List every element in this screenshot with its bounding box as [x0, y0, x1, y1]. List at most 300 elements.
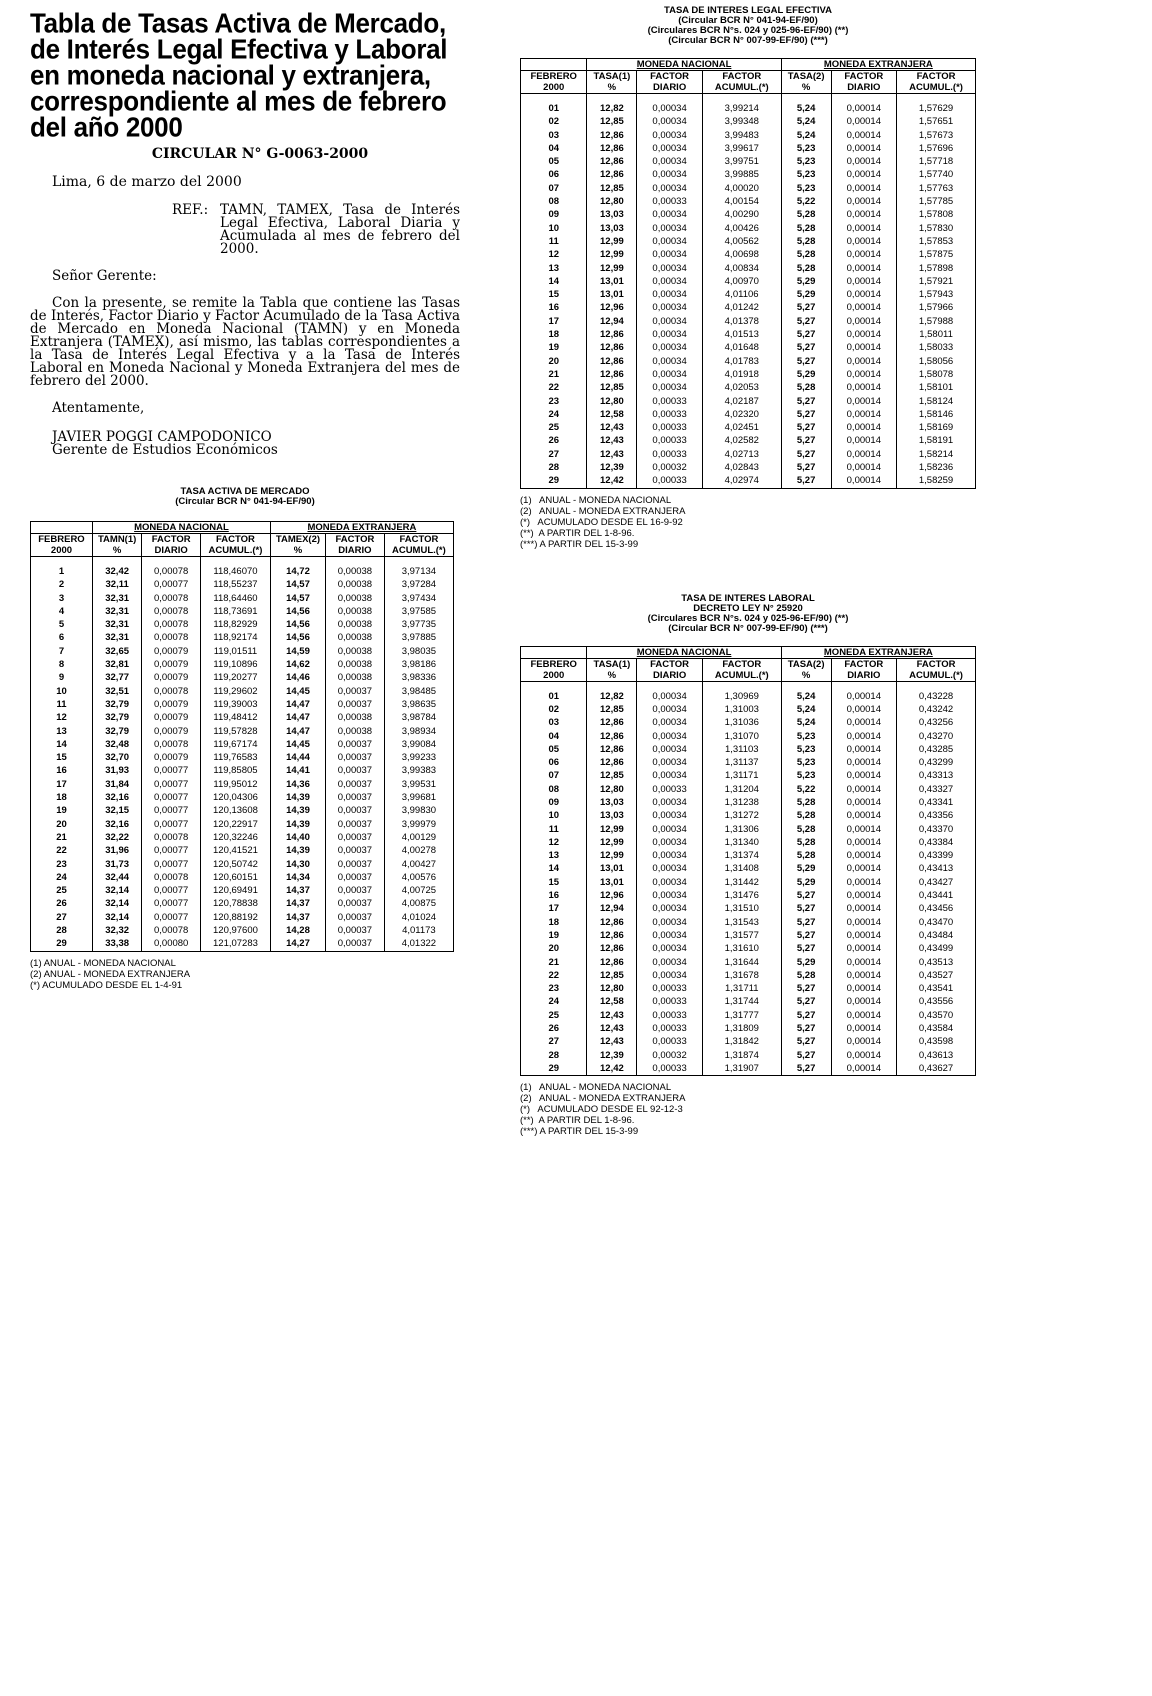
value-cell: 4,00970 [702, 275, 781, 288]
value-cell: 0,00077 [142, 858, 201, 871]
table-row [31, 844, 454, 857]
value-cell: 13,03 [587, 809, 637, 822]
value-cell: 5,28 [781, 381, 831, 394]
group-header-moneda-extranjera: MONEDA EXTRANJERA [781, 646, 975, 658]
column-header: FACTOR DIARIO [831, 658, 897, 681]
value-cell: 3,99483 [702, 129, 781, 142]
value-cell: 5,27 [781, 408, 831, 421]
tam-section [30, 487, 460, 991]
table-row [521, 248, 976, 261]
value-cell: 5,27 [781, 982, 831, 995]
value-cell: 0,00038 [326, 605, 385, 618]
legal-notes [520, 495, 976, 550]
value-cell: 4,02843 [702, 461, 781, 474]
value-cell: 4,02974 [702, 474, 781, 488]
day-cell: 20 [521, 942, 587, 955]
value-cell: 12,99 [587, 262, 637, 275]
value-cell: 12,43 [587, 434, 637, 447]
day-cell: 26 [521, 1022, 587, 1035]
legal-table [520, 58, 976, 489]
day-cell: 25 [521, 421, 587, 434]
column-header: FACTOR ACUMUL.(*) [384, 534, 453, 557]
value-cell: 1,31137 [702, 756, 781, 769]
value-cell: 5,23 [781, 182, 831, 195]
value-cell: 0,00038 [326, 671, 385, 684]
value-cell: 118,64460 [201, 592, 271, 605]
footnote: (*) ACUMULADO DESDE EL 92-12-3 [520, 1104, 683, 1116]
value-cell: 5,27 [781, 929, 831, 942]
day-cell: 10 [521, 809, 587, 822]
value-cell: 0,00033 [637, 1062, 703, 1076]
value-cell: 4,01024 [384, 911, 453, 924]
value-cell: 0,00034 [637, 796, 703, 809]
value-cell: 0,00014 [831, 1009, 897, 1022]
spacer-cell [897, 681, 976, 690]
value-cell: 12,86 [587, 756, 637, 769]
value-cell: 12,94 [587, 902, 637, 915]
table-row [31, 791, 454, 804]
value-cell: 120,13608 [201, 804, 271, 817]
value-cell: 12,86 [587, 929, 637, 942]
day-cell: 24 [31, 871, 93, 884]
day-cell: 19 [31, 804, 93, 817]
value-cell: 1,31678 [702, 969, 781, 982]
value-cell: 0,00034 [637, 716, 703, 729]
tam-table [30, 521, 454, 952]
value-cell: 1,31577 [702, 929, 781, 942]
value-cell: 0,00014 [831, 862, 897, 875]
value-cell: 0,00014 [831, 876, 897, 889]
day-cell: 22 [31, 844, 93, 857]
signatory [52, 431, 460, 457]
value-cell: 119,01511 [201, 645, 271, 658]
value-cell: 0,00033 [637, 395, 703, 408]
value-cell: 120,60151 [201, 871, 271, 884]
laboral-subtitle-2: (Circulares BCR N°s. 024 y 025-96-EF/90) (**) [647, 612, 849, 624]
value-cell: 0,43384 [897, 836, 976, 849]
value-cell: 4,01322 [384, 937, 453, 951]
value-cell: 14,59 [270, 645, 325, 658]
value-cell: 120,04306 [201, 791, 271, 804]
value-cell: 32,31 [92, 631, 141, 644]
column-header: FACTOR ACUMUL.(*) [702, 71, 781, 94]
day-cell: 16 [31, 764, 93, 777]
value-cell: 1,57875 [897, 248, 976, 261]
value-cell: 32,48 [92, 738, 141, 751]
value-cell: 5,27 [781, 395, 831, 408]
table-row [521, 1009, 976, 1022]
day-cell: 03 [521, 716, 587, 729]
spacer-cell [31, 557, 93, 566]
footnote: (1) ANUAL - MONEDA NACIONAL [520, 494, 672, 506]
value-cell: 0,00037 [326, 685, 385, 698]
value-cell: 12,85 [587, 115, 637, 128]
signatory-title: Gerente de Estudios Económicos [52, 442, 278, 458]
value-cell: 0,43427 [897, 876, 976, 889]
value-cell: 32,70 [92, 751, 141, 764]
value-cell: 0,00014 [831, 929, 897, 942]
column-header: TAMEX(2) % [270, 534, 325, 557]
day-cell: 05 [521, 155, 587, 168]
value-cell: 0,00014 [831, 809, 897, 822]
value-cell: 14,44 [270, 751, 325, 764]
table-row [521, 916, 976, 929]
value-cell: 0,00037 [326, 764, 385, 777]
article-title: Tabla de Tasas Activa de Mercado, de Interés Legal Efectiva y Laboral en moneda nacional y extranjera, correspondiente al mes de febrero del año 2000 [30, 6, 448, 143]
value-cell: 1,31171 [702, 769, 781, 782]
table-row [521, 703, 976, 716]
group-blank-cell [31, 522, 93, 534]
value-cell: 0,00034 [637, 730, 703, 743]
value-cell: 14,46 [270, 671, 325, 684]
value-cell: 0,00014 [831, 823, 897, 836]
table-row [521, 690, 976, 703]
value-cell: 32,14 [92, 911, 141, 924]
value-cell: 1,31442 [702, 876, 781, 889]
day-cell: 24 [521, 408, 587, 421]
value-cell: 0,00034 [637, 182, 703, 195]
value-cell: 0,00079 [142, 658, 201, 671]
value-cell: 12,96 [587, 889, 637, 902]
value-cell: 0,00037 [326, 831, 385, 844]
value-cell: 0,00037 [326, 738, 385, 751]
circular-number: CIRCULAR N° G-0063-2000 [151, 146, 369, 162]
value-cell: 0,00078 [142, 831, 201, 844]
value-cell: 5,29 [781, 368, 831, 381]
value-cell: 0,00014 [831, 783, 897, 796]
value-cell: 0,00038 [326, 645, 385, 658]
table-row [521, 222, 976, 235]
value-cell: 12,86 [587, 129, 637, 142]
value-cell: 14,39 [270, 818, 325, 831]
day-cell: 08 [521, 195, 587, 208]
value-cell: 32,22 [92, 831, 141, 844]
table-row [31, 937, 454, 951]
spacer-cell [781, 681, 831, 690]
value-cell: 1,31874 [702, 1049, 781, 1062]
value-cell: 12,99 [587, 849, 637, 862]
value-cell: 0,00014 [831, 115, 897, 128]
value-cell: 0,00014 [831, 434, 897, 447]
day-cell: 8 [31, 658, 93, 671]
value-cell: 4,00698 [702, 248, 781, 261]
value-cell: 14,40 [270, 831, 325, 844]
table-row [521, 809, 976, 822]
value-cell: 0,00014 [831, 916, 897, 929]
value-cell: 119,29602 [201, 685, 271, 698]
value-cell: 1,31340 [702, 836, 781, 849]
value-cell: 0,00014 [831, 129, 897, 142]
value-cell: 5,24 [781, 129, 831, 142]
value-cell: 12,58 [587, 995, 637, 1008]
value-cell: 0,00037 [326, 844, 385, 857]
value-cell: 32,51 [92, 685, 141, 698]
value-cell: 0,00014 [831, 235, 897, 248]
value-cell: 5,27 [781, 889, 831, 902]
legal-subtitle-1: (Circular BCR N° 041-94-EF/90) [678, 15, 818, 26]
column-header: FACTOR DIARIO [637, 71, 703, 94]
value-cell: 5,28 [781, 969, 831, 982]
value-cell: 1,57673 [897, 129, 976, 142]
value-cell: 5,27 [781, 474, 831, 488]
value-cell: 13,01 [587, 275, 637, 288]
value-cell: 1,31272 [702, 809, 781, 822]
legal-title: TASA DE INTERES LEGAL EFECTIVA [663, 5, 833, 16]
value-cell: 1,31238 [702, 796, 781, 809]
reference-text: TAMN, TAMEX, Tasa de Interés Legal Efectiva, Laboral Diaria y Acumulada al mes de febrero del 2000. [220, 202, 460, 257]
value-cell: 0,43527 [897, 969, 976, 982]
value-cell: 1,57785 [897, 195, 976, 208]
value-cell: 0,00033 [637, 1035, 703, 1048]
day-cell: 29 [31, 937, 93, 951]
spacer-cell [781, 94, 831, 103]
value-cell: 0,00034 [637, 942, 703, 955]
value-cell: 32,31 [92, 592, 141, 605]
column-header: FACTOR ACUMUL.(*) [897, 71, 976, 94]
value-cell: 32,14 [92, 884, 141, 897]
value-cell: 0,00014 [831, 421, 897, 434]
legal-section [520, 6, 976, 550]
value-cell: 0,00034 [637, 328, 703, 341]
value-cell: 1,58056 [897, 355, 976, 368]
spacer-cell [521, 94, 587, 103]
value-cell: 1,58259 [897, 474, 976, 488]
value-cell: 13,01 [587, 876, 637, 889]
group-blank-cell [521, 59, 587, 71]
value-cell: 5,27 [781, 916, 831, 929]
value-cell: 3,97284 [384, 578, 453, 591]
table-row [31, 911, 454, 924]
day-cell: 11 [31, 698, 93, 711]
value-cell: 12,43 [587, 1022, 637, 1035]
day-cell: 14 [521, 275, 587, 288]
value-cell: 32,31 [92, 618, 141, 631]
value-cell: 3,99979 [384, 818, 453, 831]
value-cell: 5,27 [781, 341, 831, 354]
table-row [521, 1022, 976, 1035]
value-cell: 5,28 [781, 823, 831, 836]
value-cell: 3,97134 [384, 565, 453, 578]
value-cell: 0,00037 [326, 897, 385, 910]
value-cell: 1,30969 [702, 690, 781, 703]
letter-body: Con la presente, se remite la Tabla que contiene las Tasas de Interés, Factor Diario y Factor Acumulado de la Tasa Activa de Mercado en Moneda Nacional (TAMN) y en Moneda Extranjera (TAMEX), así mismo, las tablas correspondientes a la Tasa de Interés Legal Efectiva y a la Tasa de Interés Laboral en Moneda Nacional y Moneda Extranjera del mes de febrero del 2000. [30, 295, 460, 389]
value-cell: 0,00034 [637, 288, 703, 301]
value-cell: 4,01378 [702, 315, 781, 328]
day-cell: 09 [521, 796, 587, 809]
value-cell: 4,02451 [702, 421, 781, 434]
table-row [521, 756, 976, 769]
day-cell: 06 [521, 168, 587, 181]
value-cell: 119,20277 [201, 671, 271, 684]
value-cell: 0,43242 [897, 703, 976, 716]
table-row [521, 355, 976, 368]
day-cell: 15 [521, 288, 587, 301]
day-cell: 02 [521, 115, 587, 128]
value-cell: 0,00014 [831, 690, 897, 703]
value-cell: 1,58169 [897, 421, 976, 434]
value-cell: 12,86 [587, 730, 637, 743]
value-cell: 0,43341 [897, 796, 976, 809]
footnote: (2) ANUAL - MONEDA EXTRANJERA [30, 968, 191, 980]
value-cell: 3,99531 [384, 778, 453, 791]
value-cell: 12,43 [587, 1009, 637, 1022]
value-cell: 119,10896 [201, 658, 271, 671]
value-cell: 0,00078 [142, 738, 201, 751]
value-cell: 0,43499 [897, 942, 976, 955]
value-cell: 0,00034 [637, 275, 703, 288]
value-cell: 5,28 [781, 208, 831, 221]
value-cell: 0,00078 [142, 685, 201, 698]
table-row [31, 645, 454, 658]
day-cell: 25 [521, 1009, 587, 1022]
table-row [31, 578, 454, 591]
value-cell: 0,00078 [142, 924, 201, 937]
value-cell: 1,58124 [897, 395, 976, 408]
value-cell: 12,99 [587, 823, 637, 836]
value-cell: 14,45 [270, 738, 325, 751]
value-cell: 32,16 [92, 818, 141, 831]
value-cell: 0,00034 [637, 916, 703, 929]
value-cell: 14,37 [270, 911, 325, 924]
day-cell: 28 [31, 924, 93, 937]
value-cell: 5,23 [781, 168, 831, 181]
value-cell: 5,29 [781, 956, 831, 969]
value-cell: 4,02582 [702, 434, 781, 447]
table-row [521, 301, 976, 314]
value-cell: 0,00034 [637, 381, 703, 394]
value-cell: 3,98635 [384, 698, 453, 711]
day-cell: 25 [31, 884, 93, 897]
day-cell: 6 [31, 631, 93, 644]
value-cell: 3,98186 [384, 658, 453, 671]
day-cell: 12 [521, 836, 587, 849]
value-cell: 14,37 [270, 897, 325, 910]
value-cell: 14,62 [270, 658, 325, 671]
value-cell: 0,43584 [897, 1022, 976, 1035]
value-cell: 0,00014 [831, 222, 897, 235]
value-cell: 120,32246 [201, 831, 271, 844]
table-row [521, 929, 976, 942]
value-cell: 0,43356 [897, 809, 976, 822]
value-cell: 0,00080 [142, 937, 201, 951]
spacer-cell [270, 557, 325, 566]
table-row [521, 474, 976, 488]
salutation: Señor Gerente: [52, 268, 157, 284]
value-cell: 14,47 [270, 725, 325, 738]
table-row [521, 889, 976, 902]
column-header: TASA(2) % [781, 658, 831, 681]
value-cell: 5,23 [781, 142, 831, 155]
value-cell: 0,43399 [897, 849, 976, 862]
table-row [521, 716, 976, 729]
value-cell: 0,00038 [326, 725, 385, 738]
value-cell: 1,58236 [897, 461, 976, 474]
value-cell: 0,00014 [831, 142, 897, 155]
value-cell: 120,88192 [201, 911, 271, 924]
value-cell: 1,31777 [702, 1009, 781, 1022]
value-cell: 0,00034 [637, 769, 703, 782]
value-cell: 0,00034 [637, 889, 703, 902]
value-cell: 119,85805 [201, 764, 271, 777]
value-cell: 4,02320 [702, 408, 781, 421]
day-cell: 16 [521, 301, 587, 314]
value-cell: 14,39 [270, 791, 325, 804]
value-cell: 1,57853 [897, 235, 976, 248]
value-cell: 0,00037 [326, 871, 385, 884]
value-cell: 0,00014 [831, 716, 897, 729]
value-cell: 0,00037 [326, 924, 385, 937]
day-cell: 04 [521, 142, 587, 155]
value-cell: 0,00077 [142, 778, 201, 791]
value-cell: 32,81 [92, 658, 141, 671]
value-cell: 12,96 [587, 301, 637, 314]
value-cell: 12,86 [587, 743, 637, 756]
day-cell: 2 [31, 578, 93, 591]
value-cell: 3,99214 [702, 102, 781, 115]
table-row [521, 823, 976, 836]
table-row [521, 262, 976, 275]
day-cell: 20 [521, 355, 587, 368]
value-cell: 0,00014 [831, 408, 897, 421]
value-cell: 1,58214 [897, 448, 976, 461]
table-row [521, 102, 976, 115]
value-cell: 3,98336 [384, 671, 453, 684]
table-row [31, 858, 454, 871]
value-cell: 1,31306 [702, 823, 781, 836]
value-cell: 0,00014 [831, 301, 897, 314]
value-cell: 1,58033 [897, 341, 976, 354]
value-cell: 0,00032 [637, 1049, 703, 1062]
value-cell: 32,79 [92, 725, 141, 738]
day-cell: 11 [521, 235, 587, 248]
spacer-cell [637, 94, 703, 103]
day-cell: 05 [521, 743, 587, 756]
value-cell: 5,27 [781, 315, 831, 328]
value-cell: 12,80 [587, 195, 637, 208]
table-row [31, 725, 454, 738]
value-cell: 4,00576 [384, 871, 453, 884]
spacer-cell [142, 557, 201, 566]
value-cell: 0,00034 [637, 168, 703, 181]
value-cell: 5,28 [781, 836, 831, 849]
value-cell: 0,00034 [637, 208, 703, 221]
reference-block [172, 204, 460, 256]
left-column [30, 0, 460, 991]
value-cell: 5,27 [781, 448, 831, 461]
value-cell: 1,31907 [702, 1062, 781, 1076]
value-cell: 0,00077 [142, 804, 201, 817]
footnote: (1) ANUAL - MONEDA NACIONAL [30, 957, 176, 969]
signatory-name: JAVIER POGGI CAMPODONICO [52, 429, 272, 445]
value-cell: 0,00037 [326, 778, 385, 791]
value-cell: 1,58011 [897, 328, 976, 341]
value-cell: 14,27 [270, 937, 325, 951]
footnote: (*) ACUMULADO DESDE EL 1-4-91 [30, 979, 183, 991]
value-cell: 119,57828 [201, 725, 271, 738]
value-cell: 1,31408 [702, 862, 781, 875]
value-cell: 3,98035 [384, 645, 453, 658]
value-cell: 1,58078 [897, 368, 976, 381]
value-cell: 0,00014 [831, 168, 897, 181]
day-cell: 1 [31, 565, 93, 578]
value-cell: 32,11 [92, 578, 141, 591]
value-cell: 0,00014 [831, 315, 897, 328]
value-cell: 0,43470 [897, 916, 976, 929]
value-cell: 12,43 [587, 1035, 637, 1048]
day-cell: 15 [31, 751, 93, 764]
value-cell: 0,00033 [637, 1022, 703, 1035]
day-cell: 19 [521, 929, 587, 942]
